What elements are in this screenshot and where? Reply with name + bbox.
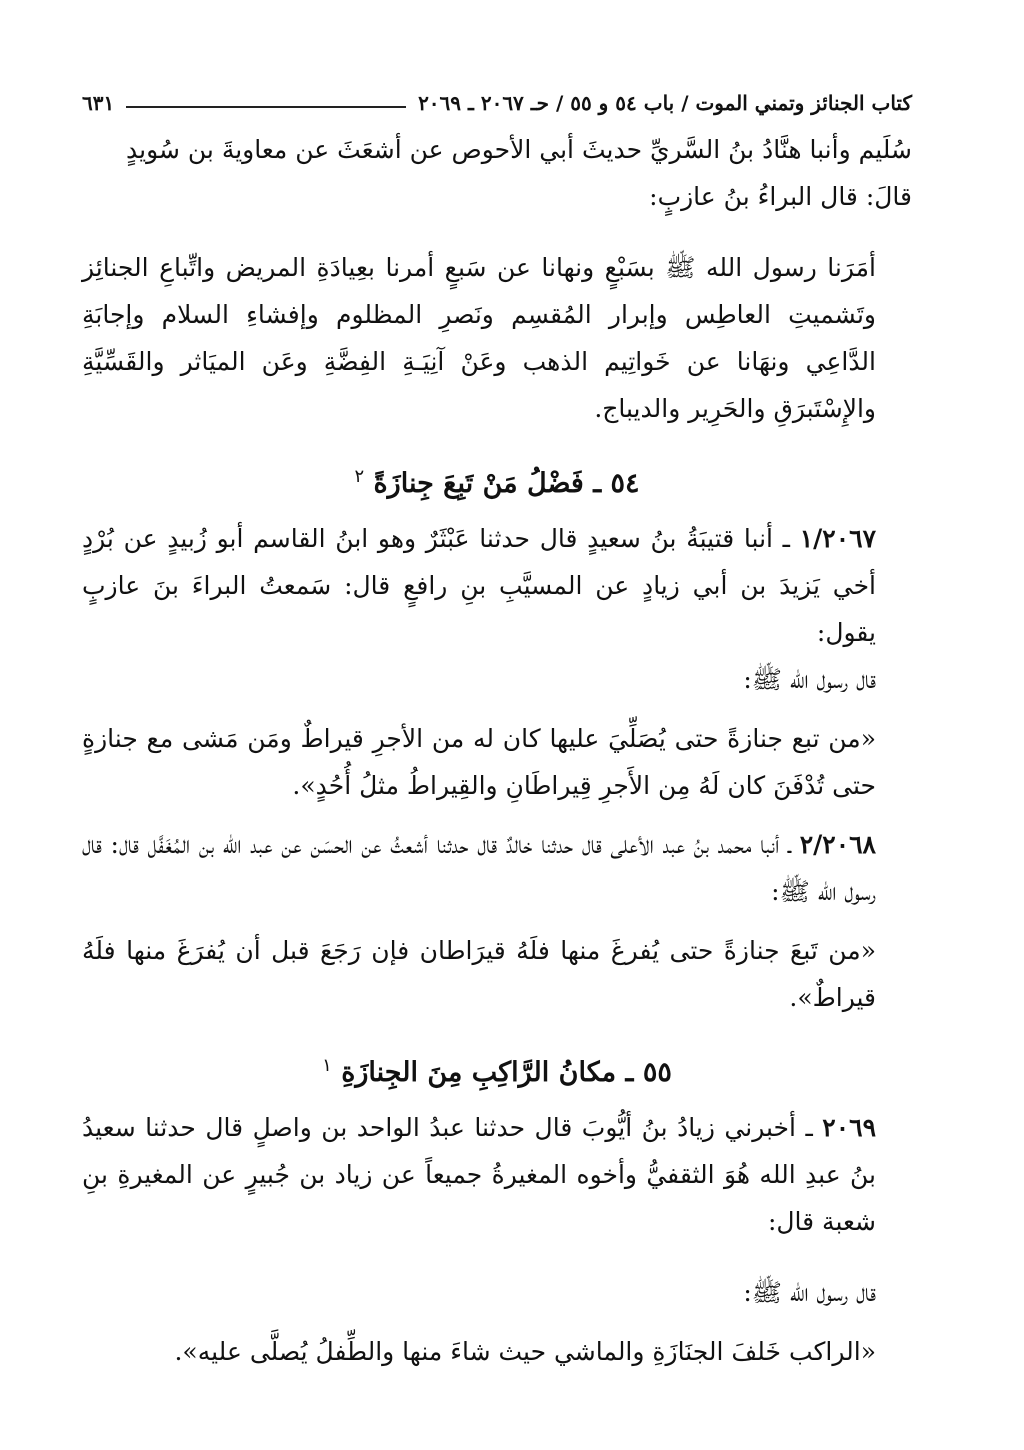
spacer bbox=[82, 809, 912, 821]
section-54-heading bbox=[82, 452, 912, 509]
entry-2069-qala: قال رسول الله ﷺ: bbox=[743, 1278, 876, 1307]
header-rule bbox=[126, 106, 406, 108]
entry-2067-isnad bbox=[82, 515, 912, 656]
intro-line-1: سُلَيم وأنبا هنَّادُ بنُ السَّريِّ حديثَ أبي الأحوص عن أشعَثَ عن معاويةَ بن سُويدٍ bbox=[126, 135, 912, 164]
running-header bbox=[82, 86, 912, 120]
entry-2069-isnad bbox=[82, 1104, 912, 1245]
section-55-heading bbox=[82, 1041, 912, 1098]
section-54-title: ٥٤ ـ فَضْلُ مَنْ تَبِعَ جِنازَةً bbox=[373, 468, 640, 499]
section-54-footnote-mark: ٢ bbox=[354, 466, 365, 487]
header-title: كتاب الجنائز وتمني الموت / باب ٥٤ و ٥٥ / حـ ٢٠٦٧ ـ ٢٠٦٩ bbox=[418, 91, 912, 115]
intro-line-2: قالَ: قال البراءُ بنُ عازبٍ: bbox=[649, 182, 912, 211]
page-number: ٦٣١ bbox=[82, 91, 115, 115]
section-55-title: ٥٥ ـ مكانُ الرَّاكِبِ مِنَ الجِنازَةِ bbox=[341, 1057, 672, 1088]
spacer bbox=[82, 915, 912, 927]
entry-2068-matn: «من تَبعَ جنازةً حتى يُفرغَ منها فلَهُ قيرَاطان فإن رَجَعَ قبل أن يُفرَغَ منها فلَهُ قيراطٌ». bbox=[82, 936, 876, 1012]
entry-2067-matn: «من تبع جنازةً حتى يُصَلِّيَ عليها كان له من الأجرِ قيراطٌ ومَن مَشى مع جنازةٍ حتى تُدْفَنَ كان لَهُ مِن الأَجرِ قِيراطَانِ والقِيراطُ مثلُ أُحُدٍ». bbox=[82, 724, 876, 800]
entry-2068-number: ٢/٢٠٦٨ bbox=[799, 830, 876, 859]
entry-2067-qala: قال رسول الله ﷺ: bbox=[743, 665, 876, 694]
entry-2068-isnad bbox=[82, 821, 912, 915]
entry-2069-isnad-text: ـ أخبرني زيادُ بنُ أيُّوبَ قال حدثنا عبدُ الواحد بن واصلٍ قال حدثنا سعيدُ بنُ عبدِ الله هُوَ الثقفيُّ وأخوه المغيرةُ جميعاً عن زياد بن جُبيرٍ عن المغيرةِ بنِ شعبة قال: bbox=[82, 1113, 876, 1236]
entry-2067-number: ١/٢٠٦٧ bbox=[799, 524, 877, 553]
entry-2069-matn: «الراكب خَلفَ الجنَازَةِ والماشي حيث شاءَ منها والطِّفلُ يُصلَّى عليه». bbox=[174, 1337, 876, 1366]
spacer bbox=[82, 1245, 912, 1269]
spacer bbox=[82, 1316, 912, 1328]
entry-2068-isnad-text: ـ أنبا محمد بنُ عبد الأعلى قال حدثنا خالدٌ قال حدثنا أشعثُ عن الحسَن عن عبد الله بن المُغَفَّل قال: قال رسول الله ﷺ: bbox=[82, 830, 876, 906]
entry-2067-isnad-text: ـ أنبا قتيبَةُ بنُ سعيدٍ قال حدثنا عَبْثَرٌ وهو ابنُ القاسم أبو زُبيدٍ عن بُرْدٍ أخي يَزيدَ بن أبي زيادٍ عن المسيَّبِ بنِ رافعٍ قال: سَمعتُ البراءَ بنَ عازبٍ يقول: bbox=[82, 524, 876, 647]
hadith-seven-commands: أمَرَنا رسول الله ﷺ بسَبْعٍ ونهانا عن سَبعٍ أمرنا بعِيادَةِ المريض واتِّباعِ الجنائِز وتَشميتِ العاطِس وإبرار المُقسِم ونَصرِ المظلوم وإفشاءِ السلام وإجابَةِ الدَّاعِي ونهَانا عن خَواتِيم الذهب وعَنْ آنِيَـةِ الفِضَّةِ وعَن الميَاثر والقَسِّيَّةِ والإِسْتَبرَقِ والحَرِير والديباج. bbox=[82, 253, 876, 423]
entry-2069-number: ٢٠٦٩ bbox=[822, 1113, 877, 1142]
spacer bbox=[82, 220, 912, 244]
spacer bbox=[82, 703, 912, 715]
section-55-footnote-mark: ١ bbox=[322, 1055, 332, 1076]
